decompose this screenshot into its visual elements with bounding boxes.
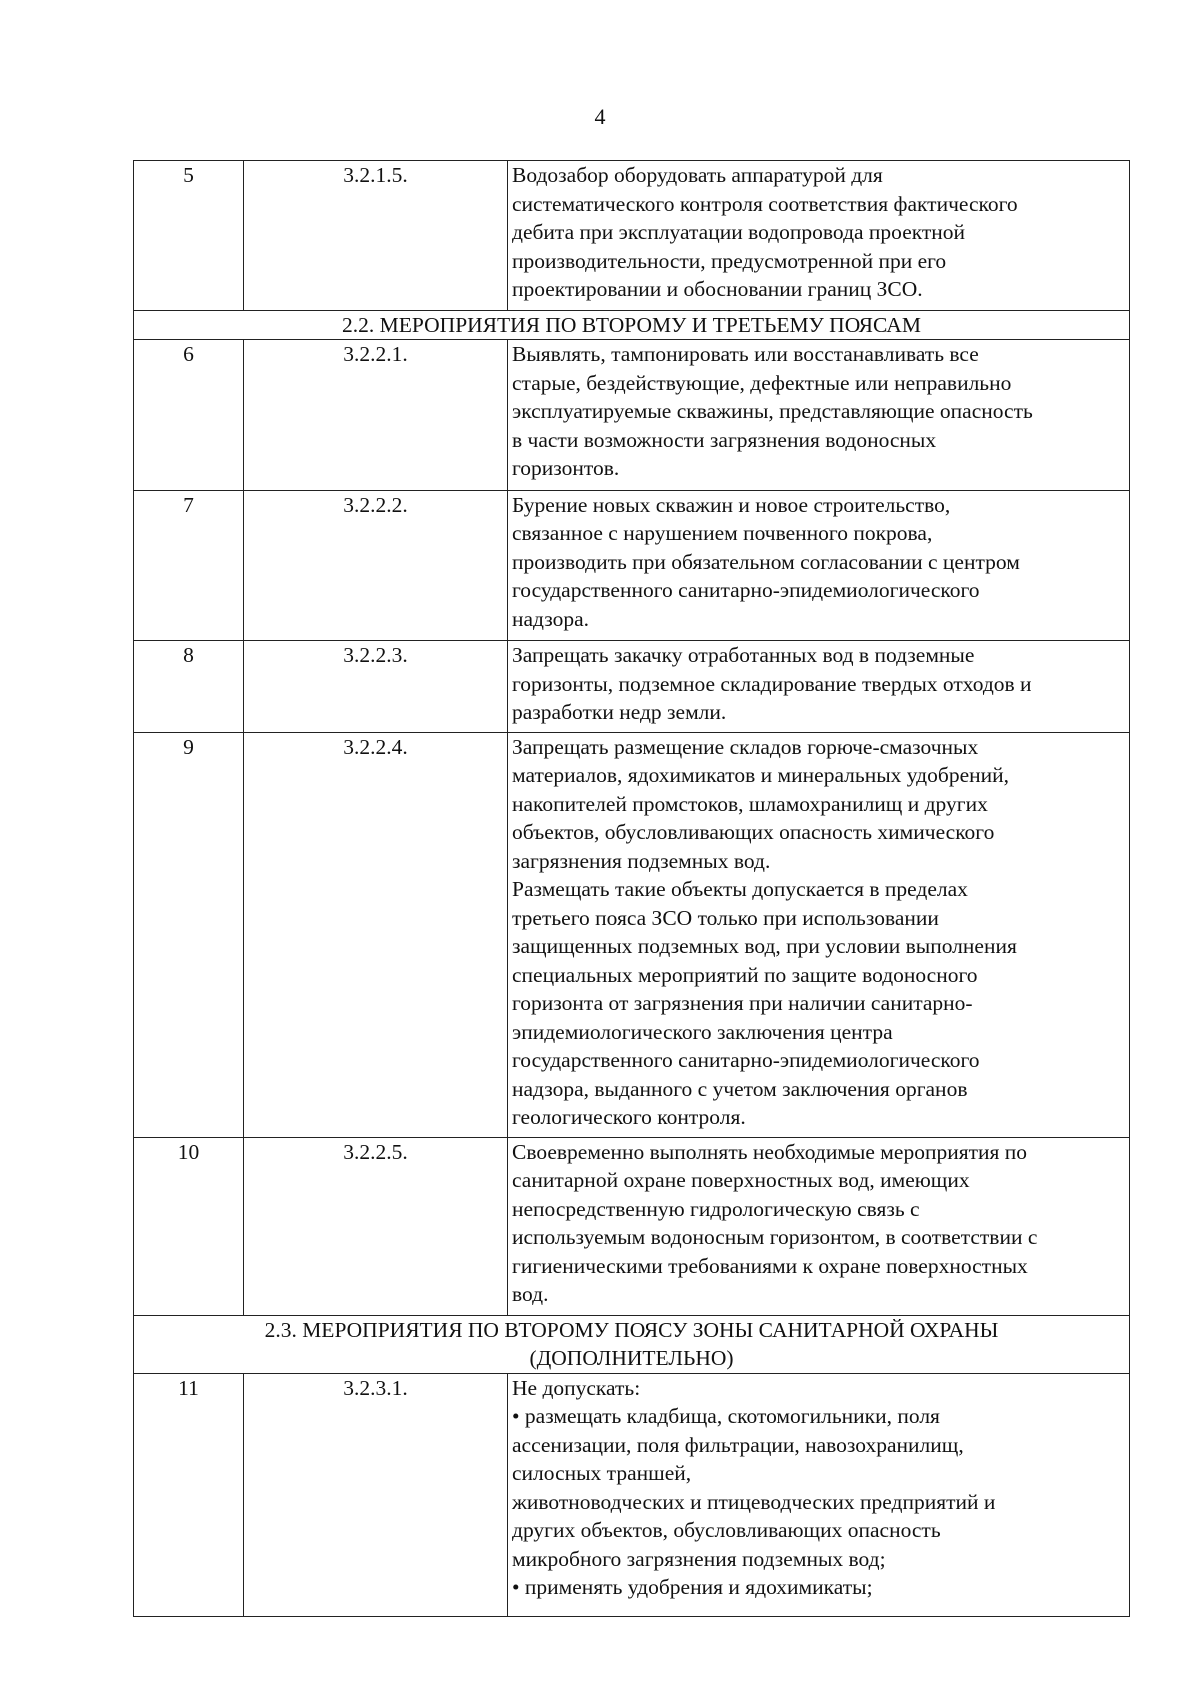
row-number: 9 (134, 732, 244, 1137)
measure-text-line: животноводческих и птицеводческих предприятий и (512, 1489, 996, 1514)
measure-text-line: проектировании и обосновании границ ЗСО. (512, 277, 923, 301)
clause-code: 3.2.2.5. (244, 1137, 508, 1315)
measures-table-body (134, 161, 1130, 1617)
measure-text-line: производить при обязательном согласовании с центром (512, 549, 1020, 574)
measure-text-line: • применять удобрения и ядохимикаты; (512, 1575, 873, 1599)
clause-code: 3.2.2.2. (244, 490, 508, 641)
table-row (134, 1373, 1130, 1616)
measure-text-line: гигиеническими требованиями к охране поверхностных (512, 1253, 1028, 1278)
measure-text-line: дебита при эксплуатации водопровода проектной (512, 220, 966, 244)
measure-text-line: специальных мероприятий по защите водоносного (512, 962, 978, 987)
row-number: 10 (134, 1137, 244, 1315)
measure-text-line: • размещать кладбища, скотомогильники, поля (512, 1404, 940, 1428)
measure-text (508, 1373, 1130, 1616)
measure-text-line: накопителей промстоков, шламохранилищ и других (512, 791, 988, 816)
clause-code: 3.2.3.1. (244, 1373, 508, 1616)
table-row (134, 641, 1130, 733)
measure-text-line: других объектов, обусловливающих опасность (512, 1518, 941, 1542)
measure-text-line: государственного санитарно-эпидемиологического (512, 578, 980, 602)
measure-text-line: ассенизации, поля фильтрации, навозохранилищ, (512, 1432, 964, 1457)
measure-text-line: надзора, выданного с учетом заключения органов (512, 1076, 968, 1101)
measure-text-line: объектов, обусловливающих опасность химического (512, 820, 995, 844)
measure-text-line: санитарной охране поверхностных вод, имеющих (512, 1168, 970, 1192)
page-number: 4 (594, 104, 606, 129)
measure-text-line: систематического контроля соответствия фактического (512, 191, 1018, 216)
measure-text-line: третьего пояса ЗСО только при использовании (512, 905, 939, 930)
clause-code: 3.2.1.5. (244, 161, 508, 311)
measure-text-line: государственного санитарно-эпидемиологического (512, 1048, 980, 1072)
row-number: 7 (134, 490, 244, 641)
measure-text (508, 340, 1130, 491)
row-number: 8 (134, 641, 244, 733)
measure-text-line: в части возможности загрязнения водоносных (512, 427, 937, 452)
table-row (134, 732, 1130, 1137)
measure-text (508, 161, 1130, 311)
measure-text (508, 490, 1130, 641)
measure-text-line: старые, бездействующие, дефектные или неправильно (512, 370, 1012, 395)
measures-table (133, 160, 1130, 1617)
table-row (134, 1137, 1130, 1315)
row-number: 11 (134, 1373, 244, 1616)
measure-text-line: эпидемиологического заключения центра (512, 1019, 893, 1044)
table-row (134, 161, 1130, 311)
measure-text (508, 1137, 1130, 1315)
measure-text-line: защищенных подземных вод, при условии выполнения (512, 934, 1017, 958)
section-title (134, 1315, 1130, 1373)
table-row (134, 340, 1130, 491)
clause-code: 3.2.2.4. (244, 732, 508, 1137)
measure-text-line: вод. (512, 1282, 549, 1306)
row-number: 6 (134, 340, 244, 491)
measure-text-line: Выявлять, тампонировать или восстанавливать все (512, 342, 979, 366)
measure-text-line: производительности, предусмотренной при его (512, 248, 947, 273)
measure-text-line: горизонтов. (512, 456, 620, 480)
measure-text-line: разработки недр земли. (512, 700, 727, 724)
measure-text-line: Запрещать закачку отработанных вод в подземные (512, 643, 975, 667)
measure-text-line: загрязнения подземных вод. (512, 848, 771, 873)
measure-text-line: используемым водоносным горизонтом, в соответствии с (512, 1225, 1038, 1249)
section-header-row (134, 1315, 1130, 1373)
measure-text-line: Не допускать: (512, 1375, 641, 1400)
measure-text-line: геологического контроля. (512, 1105, 746, 1129)
measure-text-line: Размещать такие объекты допускается в пределах (512, 877, 968, 901)
table-row (134, 490, 1130, 641)
measure-text-line: Запрещать размещение складов горюче-смазочных (512, 734, 979, 759)
row-number: 5 (134, 161, 244, 311)
measure-text-line: материалов, ядохимикатов и минеральных удобрений, (512, 763, 1009, 787)
measure-text-line: непосредственную гидрологическую связь с (512, 1196, 920, 1221)
measure-text-line: Водозабор оборудовать аппаратурой для (512, 163, 883, 187)
clause-code: 3.2.2.1. (244, 340, 508, 491)
section-title-line: (ДОПОЛНИТЕЛЬНО) (529, 1346, 734, 1370)
section-title-line: 2.3. МЕРОПРИЯТИЯ ПО ВТОРОМУ ПОЯСУ ЗОНЫ САНИТАРНОЙ ОХРАНЫ (264, 1317, 999, 1342)
measure-text-line: горизонта от загрязнения при наличии санитарно- (512, 991, 973, 1015)
section-header-row (134, 310, 1130, 340)
clause-code: 3.2.2.3. (244, 641, 508, 733)
measure-text-line: силосных траншей, (512, 1461, 692, 1485)
measure-text-line: Своевременно выполнять необходимые мероприятия по (512, 1139, 1028, 1164)
section-title-line: 2.2. МЕРОПРИЯТИЯ ПО ВТОРОМУ И ТРЕТЬЕМУ ПОЯСАМ (342, 312, 921, 337)
measure-text-line: связанное с нарушением почвенного покрова, (512, 521, 933, 545)
section-title (134, 310, 1130, 340)
measure-text-line: Бурение новых скважин и новое строительство, (512, 492, 951, 517)
measure-text (508, 641, 1130, 733)
measure-text-line: эксплуатируемые скважины, представляющие опасность (512, 399, 1033, 423)
measure-text (508, 732, 1130, 1137)
measure-text-line: надзора. (512, 606, 590, 631)
measure-text-line: микробного загрязнения подземных вод; (512, 1546, 886, 1571)
measure-text-line: горизонты, подземное складирование твердых отходов и (512, 671, 1032, 696)
